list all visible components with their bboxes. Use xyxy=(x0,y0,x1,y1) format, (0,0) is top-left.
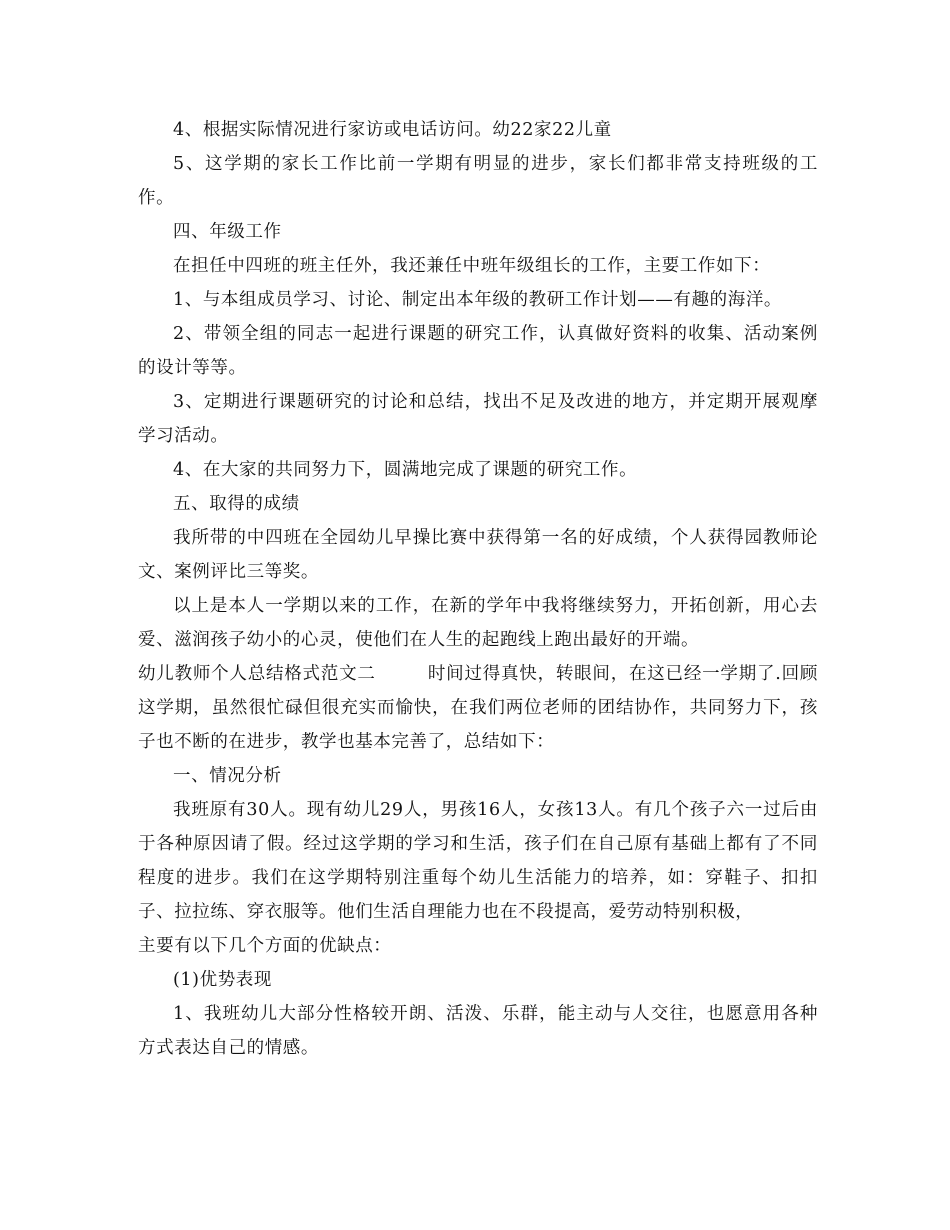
heading-situation-analysis: 一、情况分析 xyxy=(173,766,282,786)
heading-achievements: 五、取得的成绩 xyxy=(173,494,300,514)
section-title: 幼儿教师个人总结格式范文二 xyxy=(138,664,376,684)
heading-strengths: (1)优势表现 xyxy=(173,970,272,990)
heading-grade-work: 四、年级工作 xyxy=(173,222,282,242)
paragraph: 4、在大家的共同努力下，圆满地完成了课题的研究工作。 xyxy=(173,460,638,480)
paragraph: 5、这学期的家长工作比前一学期有明显的进步，家长们都非常支持班级的工作。 xyxy=(138,154,818,208)
paragraph: 2、带领全组的同志一起进行课题的研究工作，认真做好资料的收集、活动案例的设计等等。 xyxy=(138,324,818,378)
section-paragraph xyxy=(138,657,818,759)
document-body xyxy=(138,113,818,1065)
paragraph: 3、定期进行课题研究的讨论和总结，找出不足及改进的地方，并定期开展观摩学习活动。 xyxy=(138,392,818,446)
section-intro: 时间过得真快，转眼间，在这已经一学期了.回顾这学期，虽然很忙碌但很充实而愉快，在我们两位老师的团结协作，共同努力下，孩子也不断的在进步，教学也基本完善了，总结如下： xyxy=(138,664,818,752)
paragraph: 以上是本人一学期以来的工作，在新的学年中我将继续努力，开拓创新，用心去爱、滋润孩子幼小的心灵，使他们在人生的起跑线上跑出最好的开端。 xyxy=(138,596,818,650)
paragraph: 1、与本组成员学习、讨论、制定出本年级的教研工作计划——有趣的海洋。 xyxy=(173,290,783,310)
paragraph: 我所带的中四班在全园幼儿早操比赛中获得第一名的好成绩，个人获得园教师论文、案例评比三等奖。 xyxy=(138,528,818,582)
paragraph: 4、根据实际情况进行家访或电话访问。幼22家22儿童 xyxy=(173,120,612,140)
paragraph: 在担任中四班的班主任外，我还兼任中班年级组长的工作，主要工作如下： xyxy=(173,256,771,276)
paragraph: 1、我班幼儿大部分性格较开朗、活泼、乐群，能主动与人交往，也愿意用各种方式表达自己的情感。 xyxy=(138,1004,818,1058)
paragraph: 我班原有30人。现有幼儿29人，男孩16人，女孩13人。有几个孩子六一过后由于各种原因请了假。经过这学期的学习和生活，孩子们在自己原有基础上都有了不同程度的进步。我们在这学期特别注重每个幼儿生活能力的培养，如：穿鞋子、扣扣子、拉拉练、穿衣服等。他们生活自理能力也在不段提高，爱劳动特别积极， xyxy=(138,800,818,922)
paragraph: 主要有以下几个方面的优缺点： xyxy=(138,936,392,956)
